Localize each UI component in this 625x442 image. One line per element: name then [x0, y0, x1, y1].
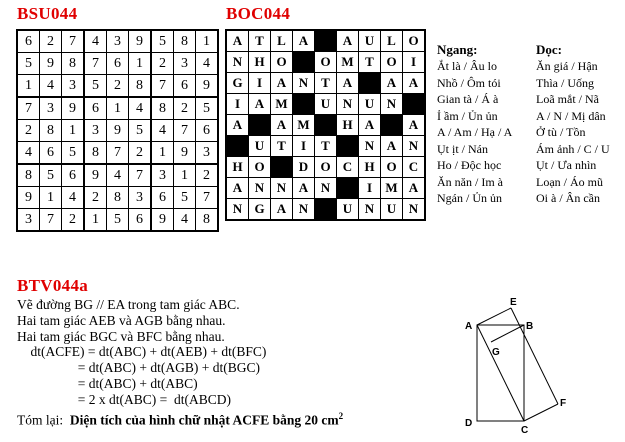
crossword-cell: I — [359, 178, 381, 199]
crossword-cell: U — [337, 199, 359, 221]
down-clue: Loạn / Áo mũ — [536, 174, 603, 189]
crossword-cell: A — [293, 30, 315, 52]
crossword-black-cell — [271, 157, 293, 178]
across-clue: Ngán / Ủn ủn — [437, 191, 502, 205]
sudoku-cell: 4 — [151, 120, 174, 142]
sudoku-cell: 5 — [17, 53, 40, 75]
sudoku-cell: 1 — [17, 75, 40, 98]
crossword-cell: L — [381, 30, 403, 52]
sudoku-cell: 8 — [151, 97, 174, 120]
sudoku-cell: 2 — [84, 187, 107, 209]
crossword-cell: M — [293, 115, 315, 136]
sudoku-cell: 5 — [84, 75, 107, 98]
crossword-cell: I — [403, 52, 426, 73]
sudoku-cell: 1 — [151, 142, 174, 165]
sudoku-cell: 1 — [196, 30, 219, 53]
sudoku-cell: 1 — [129, 53, 152, 75]
crossword-cell: A — [226, 178, 249, 199]
diagonal-ac — [477, 325, 524, 421]
sudoku-cell: 7 — [174, 120, 196, 142]
sudoku-cell: 4 — [17, 142, 40, 165]
sudoku-cell: 1 — [107, 97, 129, 120]
crossword-cell: I — [249, 73, 271, 94]
btv-line: Vẽ đường BG // EA trong tam giác ABC. — [17, 297, 240, 312]
down-clues-title: Dọc: — [536, 42, 562, 57]
crossword-black-cell — [226, 136, 249, 157]
down-clue: Ám ảnh / C / U — [536, 141, 610, 156]
sudoku-cell: 4 — [62, 187, 85, 209]
crossword-cell: C — [337, 157, 359, 178]
crossword-cell: G — [249, 199, 271, 221]
crossword-cell: T — [315, 73, 337, 94]
sudoku-cell: 2 — [17, 120, 40, 142]
crossword-cell: N — [293, 199, 315, 221]
btv-line: Hai tam giác BGC và BFC bằng nhau. — [17, 328, 225, 344]
crossword-cell: A — [271, 73, 293, 94]
crossword-black-cell — [403, 94, 426, 115]
sudoku-cell: 6 — [196, 120, 219, 142]
sudoku-cell: 9 — [196, 75, 219, 98]
label-b: B — [526, 321, 534, 332]
crossword-cell: G — [226, 73, 249, 94]
sudoku-cell: 1 — [84, 209, 107, 232]
sudoku-cell: 4 — [84, 30, 107, 53]
sudoku-grid — [16, 29, 219, 232]
crossword-cell: A — [381, 73, 403, 94]
sudoku-cell: 5 — [107, 209, 129, 232]
crossword-cell: A — [337, 73, 359, 94]
segment-cf — [524, 404, 558, 421]
crossword-cell: A — [226, 115, 249, 136]
sudoku-cell: 9 — [62, 97, 85, 120]
crossword-cell: O — [381, 52, 403, 73]
label-d: D — [465, 418, 473, 429]
segment-ef — [511, 308, 558, 404]
crossword-cell: N — [337, 94, 359, 115]
crossword-cell: U — [315, 94, 337, 115]
crossword-cell: A — [403, 73, 426, 94]
crossword-black-cell — [337, 178, 359, 199]
crossword-cell: I — [226, 94, 249, 115]
sudoku-cell: 8 — [84, 142, 107, 165]
sudoku-cell: 3 — [62, 75, 85, 98]
crossword-cell: H — [359, 157, 381, 178]
sudoku-cell: 2 — [40, 30, 62, 53]
label-e: E — [510, 297, 517, 308]
sudoku-cell: 5 — [151, 30, 174, 53]
btv-equation: = dt(ABC) + dt(AGB) + dt(BGC) — [17, 360, 260, 376]
sudoku-cell: 7 — [107, 142, 129, 165]
crossword-cell: A — [249, 94, 271, 115]
sudoku-cell: 2 — [107, 75, 129, 98]
crossword-cell: H — [249, 52, 271, 73]
across-clue: Ỉ ầm / Ủn ủn — [437, 108, 498, 123]
down-clue: A / N / Mị dân — [536, 108, 606, 123]
sudoku-cell: 3 — [151, 164, 174, 187]
crossword-cell: A — [359, 115, 381, 136]
crossword-black-cell — [293, 52, 315, 73]
across-clue: Ho / Độc học — [437, 158, 502, 172]
down-clues — [536, 41, 610, 207]
sudoku-cell: 7 — [129, 164, 152, 187]
sudoku-cell: 4 — [174, 209, 196, 232]
sudoku-cell: 5 — [62, 142, 85, 165]
crossword-cell: N — [293, 73, 315, 94]
down-clue: Loã mắt / Nã — [536, 92, 599, 106]
sudoku-cell: 2 — [196, 164, 219, 187]
across-clue: Gian tà / Á à — [437, 92, 499, 106]
sudoku-cell: 6 — [107, 53, 129, 75]
crossword-cell: M — [271, 94, 293, 115]
crossword-black-cell — [249, 115, 271, 136]
crossword-black-cell — [293, 94, 315, 115]
crossword-cell: D — [293, 157, 315, 178]
down-clue: Ăn giá / Hận — [536, 59, 598, 73]
crossword-cell: N — [315, 178, 337, 199]
crossword-cell: T — [359, 52, 381, 73]
down-clue: Thìa / Uống — [536, 75, 594, 90]
label-a: A — [465, 321, 473, 332]
crossword-black-cell — [381, 115, 403, 136]
sudoku-cell: 6 — [174, 75, 196, 98]
sudoku-cell: 3 — [107, 30, 129, 53]
sudoku-cell: 7 — [62, 30, 85, 53]
segment-bg — [491, 325, 524, 342]
btv-equation: = 2 x dt(ABC) = dt(ABCD) — [17, 391, 231, 407]
crossword-cell: N — [381, 94, 403, 115]
sudoku-cell: 8 — [62, 53, 85, 75]
sudoku-cell: 9 — [84, 164, 107, 187]
crossword-cell: H — [337, 115, 359, 136]
crossword-cell: A — [337, 30, 359, 52]
sudoku-cell: 5 — [129, 120, 152, 142]
crossword-cell: L — [271, 30, 293, 52]
crossword-cell: M — [337, 52, 359, 73]
sudoku-cell: 3 — [174, 53, 196, 75]
btv-equation: = dt(ABC) + dt(ABC) — [17, 375, 198, 391]
crossword-cell: U — [381, 199, 403, 221]
sudoku-cell: 2 — [129, 142, 152, 165]
crossword-cell: A — [403, 115, 426, 136]
sudoku-cell: 4 — [196, 53, 219, 75]
down-clue: Oi à / Ân cần — [536, 191, 600, 205]
btv-conclusion-sup: 2 — [338, 410, 344, 421]
crossword-cell: A — [226, 30, 249, 52]
crossword-cell: N — [249, 178, 271, 199]
sudoku-cell: 7 — [17, 97, 40, 120]
crossword-grid — [225, 29, 426, 221]
crossword-black-cell — [315, 115, 337, 136]
sudoku-cell: 8 — [107, 187, 129, 209]
sudoku-cell: 8 — [174, 30, 196, 53]
sudoku-cell: 9 — [17, 187, 40, 209]
crossword-cell: U — [359, 94, 381, 115]
btv-conclusion-text: Diện tích của hình chữ nhật ACFE bằng 20 cm — [69, 412, 339, 428]
crossword-cell: O — [381, 157, 403, 178]
crossword-cell: N — [226, 52, 249, 73]
crossword-cell: I — [293, 136, 315, 157]
btv-conclusion — [17, 409, 343, 428]
crossword-cell: O — [403, 30, 426, 52]
sudoku-cell: 9 — [40, 53, 62, 75]
crossword-cell: T — [249, 30, 271, 52]
sudoku-cell: 9 — [174, 142, 196, 165]
sudoku-cell: 2 — [62, 209, 85, 232]
sudoku-cell: 9 — [151, 209, 174, 232]
sudoku-cell: 7 — [84, 53, 107, 75]
sudoku-cell: 2 — [151, 53, 174, 75]
across-clues-title: Ngang: — [437, 42, 478, 57]
sudoku-cell: 8 — [196, 209, 219, 232]
sudoku-cell: 2 — [174, 97, 196, 120]
crossword-cell: T — [315, 136, 337, 157]
sudoku-cell: 5 — [174, 187, 196, 209]
sudoku-cell: 7 — [196, 187, 219, 209]
crossword-black-cell — [337, 136, 359, 157]
sudoku-cell: 1 — [174, 164, 196, 187]
geometry-figure — [455, 292, 605, 437]
crossword-cell: T — [271, 136, 293, 157]
btv-title: BTV044a — [17, 276, 89, 295]
sudoku-cell: 5 — [40, 164, 62, 187]
crossword-cell: N — [226, 199, 249, 221]
label-g: G — [492, 347, 500, 358]
crossword-black-cell — [315, 199, 337, 221]
crossword-cell: C — [403, 157, 426, 178]
crossword-black-cell — [315, 30, 337, 52]
btv-equation: dt(ACFE) = dt(ABC) + dt(AEB) + dt(BFC) — [17, 344, 267, 360]
across-clues — [437, 41, 512, 207]
crossword-title: BOC044 — [226, 4, 291, 23]
crossword-cell: N — [403, 136, 426, 157]
sudoku-cell: 6 — [151, 187, 174, 209]
sudoku-cell: 3 — [129, 187, 152, 209]
crossword-cell: N — [403, 199, 426, 221]
crossword-cell: A — [293, 178, 315, 199]
across-clue: Nhồ / Ôm tói — [437, 75, 501, 90]
crossword-cell: U — [359, 30, 381, 52]
down-clue: Ở tù / Tồn — [536, 125, 586, 139]
crossword-black-cell — [359, 73, 381, 94]
across-clue: Ụt ịt / Nán — [437, 141, 488, 156]
label-c: C — [521, 425, 529, 436]
across-clue: Ăn năn / Im à — [437, 174, 503, 189]
crossword-cell: M — [381, 178, 403, 199]
label-f: F — [560, 398, 567, 409]
btv-conclusion-prefix: Tóm lại: — [17, 412, 70, 428]
sudoku-cell: 3 — [196, 142, 219, 165]
crossword-cell: N — [271, 178, 293, 199]
crossword-cell: U — [249, 136, 271, 157]
sudoku-cell: 6 — [84, 97, 107, 120]
sudoku-cell: 5 — [196, 97, 219, 120]
sudoku-cell: 6 — [40, 142, 62, 165]
sudoku-cell: 7 — [40, 209, 62, 232]
sudoku-cell: 4 — [107, 164, 129, 187]
sudoku-cell: 4 — [129, 97, 152, 120]
sudoku-cell: 6 — [129, 209, 152, 232]
sudoku-cell: 6 — [17, 30, 40, 53]
down-clue: Ụt / Ưa nhìn — [536, 158, 597, 172]
sudoku-cell: 9 — [107, 120, 129, 142]
crossword-cell: N — [359, 136, 381, 157]
btv-solution — [17, 297, 343, 428]
crossword-cell: O — [249, 157, 271, 178]
sudoku-cell: 8 — [129, 75, 152, 98]
segment-ae — [477, 308, 511, 325]
sudoku-cell: 7 — [151, 75, 174, 98]
sudoku-cell: 1 — [62, 120, 85, 142]
crossword-cell: A — [381, 136, 403, 157]
sudoku-cell: 8 — [40, 120, 62, 142]
sudoku-cell: 3 — [84, 120, 107, 142]
crossword-cell: A — [271, 199, 293, 221]
sudoku-title: BSU044 — [17, 4, 78, 23]
sudoku-cell: 4 — [40, 75, 62, 98]
crossword-cell: H — [226, 157, 249, 178]
crossword-cell: A — [403, 178, 426, 199]
crossword-cell: O — [315, 52, 337, 73]
sudoku-cell: 9 — [129, 30, 152, 53]
sudoku-cell: 8 — [17, 164, 40, 187]
crossword-cell: N — [359, 199, 381, 221]
across-clue: A / Am / Hạ / A — [437, 125, 513, 139]
sudoku-cell: 6 — [62, 164, 85, 187]
sudoku-cell: 3 — [17, 209, 40, 232]
btv-line: Hai tam giác AEB và AGB bằng nhau. — [17, 312, 226, 328]
sudoku-cell: 3 — [40, 97, 62, 120]
crossword-cell: A — [271, 115, 293, 136]
across-clue: Ắt là / Âu lo — [437, 59, 497, 73]
sudoku-cell: 1 — [40, 187, 62, 209]
crossword-cell: O — [271, 52, 293, 73]
crossword-cell: O — [315, 157, 337, 178]
